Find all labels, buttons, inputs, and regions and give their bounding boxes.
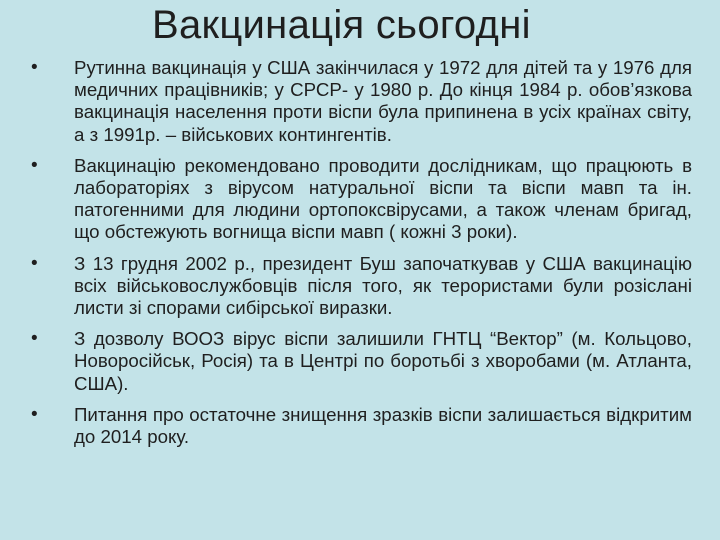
bullet-text: Питання про остаточне знищення зразків віспи залишається відкритим до 2014 року.: [74, 403, 692, 448]
bullet-icon: •: [31, 57, 38, 78]
bullet-text: З дозволу ВООЗ вірус віспи залишили ГНТЦ “Вектор” (м. Кольцово, Новоросійськ, Росія) та в Центрі по боротьбі з хворобами (м. Атланта, США).: [74, 328, 692, 394]
bullet-icon: •: [31, 154, 38, 176]
bullet-list: [30, 57, 692, 457]
bullet-item: [30, 57, 692, 146]
bullet-icon: •: [31, 403, 38, 425]
bullet-text: Рутинна вакцинація у США закінчилася у 1972 для дітей та у 1976 для медичних працівників; у СРСР- у 1980 р. До кінця 1984 р. обов’язкова вакцинація населення проти віспи була припинена в усіх країнах світу, а з 1991р. – військових контингентів.: [74, 57, 692, 145]
bullet-icon: •: [31, 252, 38, 274]
bullet-item: [30, 404, 692, 448]
bullet-text: Вакцинацію рекомендовано проводити дослідникам, що працюють в лабораторіях з вірусом натуральної віспи та віспи мавп та ін. патогенними для людини ортопоксвірусами, а також членам бригад, що обстежують вогнища віспи мавп ( кожні 3 роки).: [74, 154, 692, 243]
bullet-item: [30, 253, 692, 320]
slide-title: Вакцинація сьогодні: [152, 3, 531, 47]
bullet-text: З 13 грудня 2002 р., президент Буш започаткував у США вакцинацію всіх військовослужбовців після того, як терористами були розіслані листи зі спорами сибірської виразки.: [74, 252, 692, 319]
bullet-item: [30, 155, 692, 244]
bullet-item: [30, 328, 692, 395]
bullet-icon: •: [31, 328, 38, 350]
